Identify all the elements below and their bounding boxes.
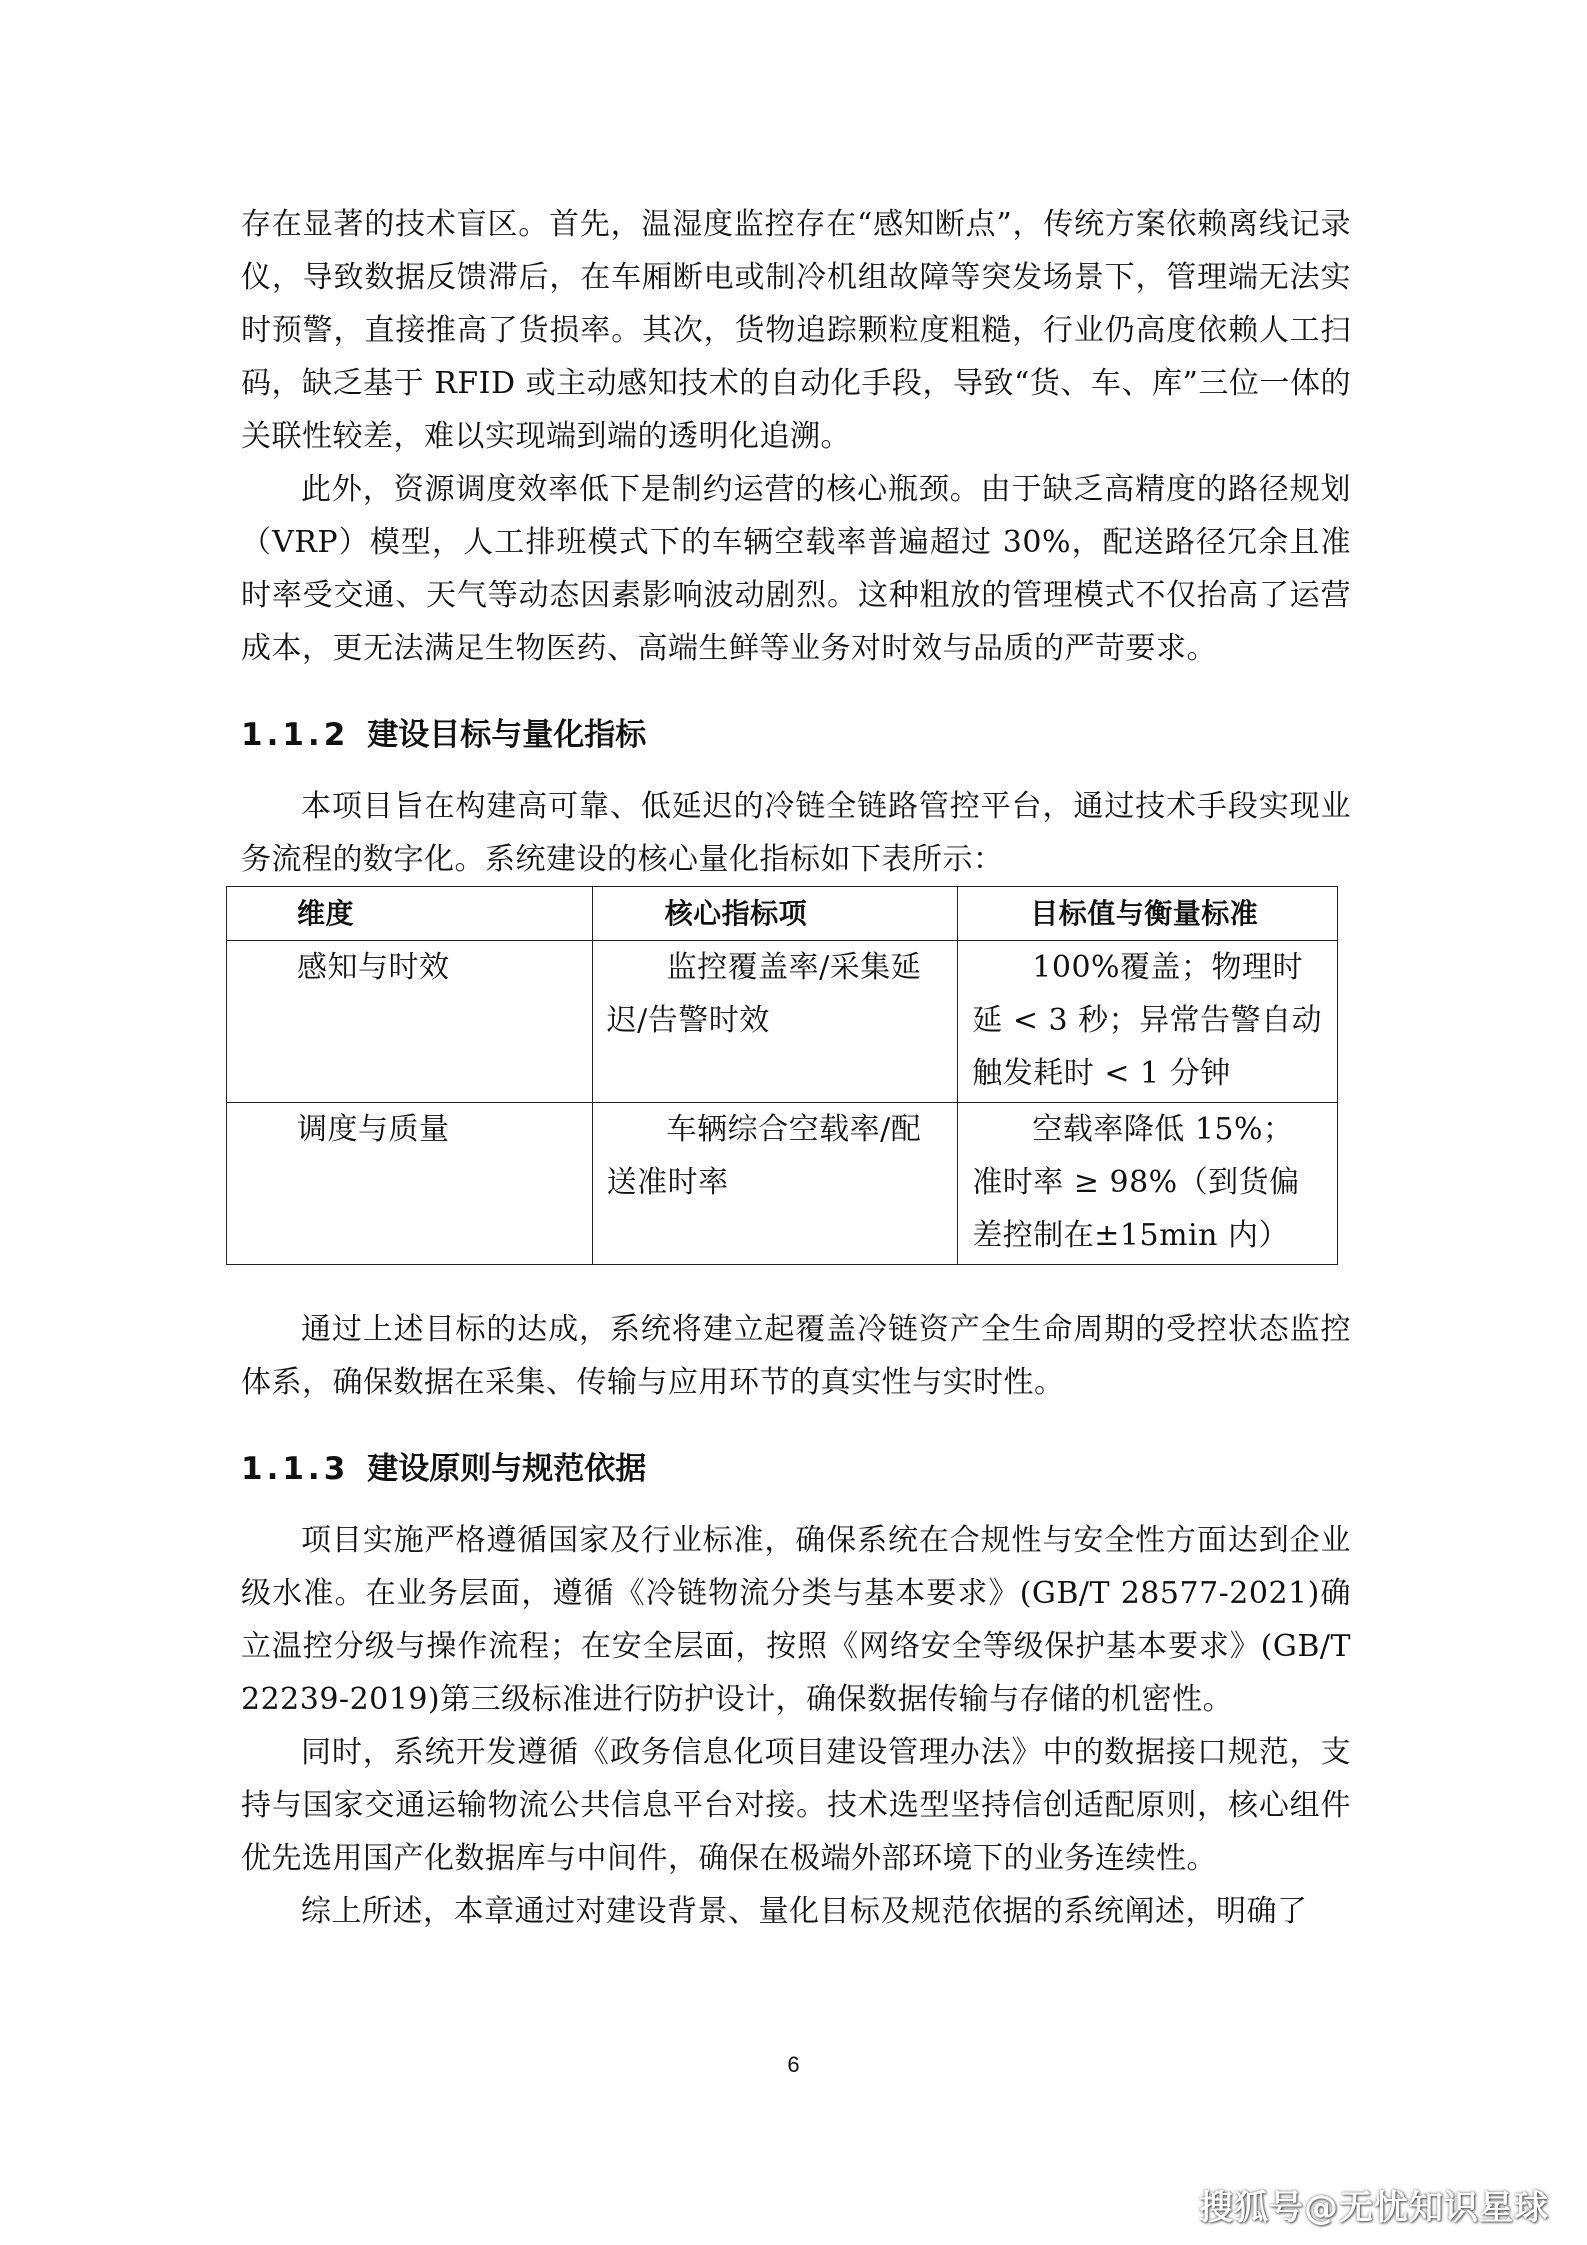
metrics-table	[226, 886, 1338, 1265]
body-paragraph: 通过上述目标的达成，系统将建立起覆盖冷链资产全生命周期的受控状态监控体系，确保数据在采集、传输与应用环节的真实性与实时性。	[241, 1312, 1351, 1400]
table-row	[227, 941, 1338, 1103]
body-paragraph: 本项目旨在构建高可靠、低延迟的冷链全链路管控平台，通过技术手段实现业务流程的数字化。系统建设的核心量化指标如下表所示：	[241, 789, 1351, 877]
body-paragraph: 项目实施严格遵循国家及行业标准，确保系统在合规性与安全性方面达到企业级水准。在业务层面，遵循《冷链物流分类与基本要求》(GB/T 28577-2021)确立温控分级与操作流程；在安全层面，按照《网络安全等级保护基本要求》(GB/T 22239-2019)第三级标准进行防护设计，确保数据传输与存储的机密性。	[241, 1523, 1351, 1717]
table-cell: 调度与质量	[227, 1103, 593, 1265]
table-header-cell: 目标值与衡量标准	[958, 887, 1338, 941]
page-number: 6	[787, 2052, 800, 2077]
section-heading-1-1-3	[241, 1443, 1351, 1496]
section-title: 建设目标与量化指标	[367, 717, 647, 753]
table-cell: 感知与时效	[227, 941, 593, 1103]
watermark: 搜狐号@无忧知识星球	[1199, 2188, 1549, 2228]
table-header-cell: 核心指标项	[592, 887, 958, 941]
section-number: 1.1.3	[241, 1451, 350, 1487]
table-row	[227, 1103, 1338, 1265]
page-content	[241, 198, 1351, 1938]
table-header-cell: 维度	[227, 887, 593, 941]
table-header-row	[227, 887, 1338, 941]
body-paragraph: 同时，系统开发遵循《政务信息化项目建设管理办法》中的数据接口规范，支持与国家交通运输物流公共信息平台对接。技术选型坚持信创适配原则，核心组件优先选用国产化数据库与中间件，确保在极端外部环境下的业务连续性。	[241, 1735, 1351, 1876]
table-cell: 车辆综合空载率/配送准时率	[592, 1103, 958, 1265]
section-number: 1.1.2	[241, 717, 350, 753]
body-paragraph: 此外，资源调度效率低下是制约运营的核心瓶颈。由于缺乏高精度的路径规划（VRP）模型，人工排班模式下的车辆空载率普遍超过 30%，配送路径冗余且准时率受交通、天气等动态因素影响波动剧烈。这种粗放的管理模式不仅抬高了运营成本，更无法满足生物医药、高端生鲜等业务对时效与品质的严苛要求。	[241, 472, 1351, 666]
table-cell: 100%覆盖；物理时延 < 3 秒；异常告警自动触发耗时 < 1 分钟	[958, 941, 1338, 1103]
section-title: 建设原则与规范依据	[367, 1451, 647, 1487]
table-cell: 监控覆盖率/采集延迟/告警时效	[592, 941, 958, 1103]
table-cell: 空载率降低 15%；准时率 ≥ 98%（到货偏差控制在±15min 内）	[958, 1103, 1338, 1265]
body-paragraph: 存在显著的技术盲区。首先，温湿度监控存在“感知断点”，传统方案依赖离线记录仪，导致数据反馈滞后，在车厢断电或制冷机组故障等突发场景下，管理端无法实时预警，直接推高了货损率。其次，货物追踪颗粒度粗糙，行业仍高度依赖人工扫码，缺乏基于 RFID 或主动感知技术的自动化手段，导致“货、车、库”三位一体的关联性较差，难以实现端到端的透明化追溯。	[241, 207, 1351, 454]
body-paragraph: 综上所述，本章通过对建设背景、量化目标及规范依据的系统阐述，明确了	[301, 1894, 1308, 1929]
section-heading-1-1-2	[241, 709, 1351, 762]
